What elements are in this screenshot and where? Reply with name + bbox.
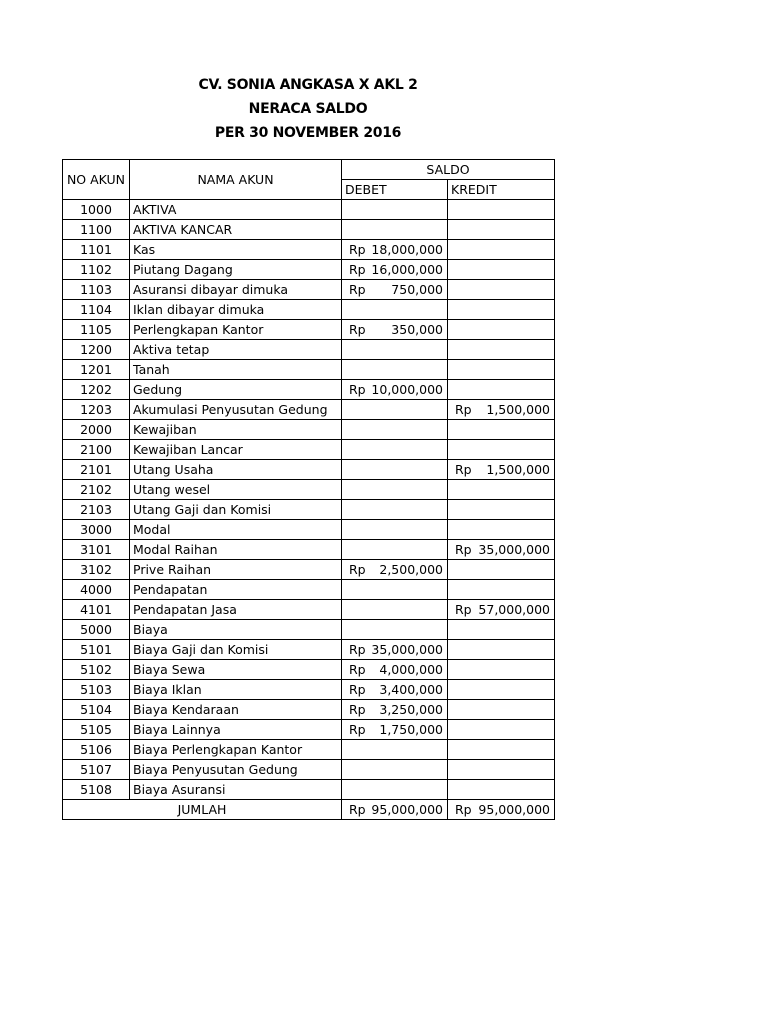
account-number: 3102: [63, 560, 130, 580]
account-number: 5102: [63, 660, 130, 680]
debet-cell: [342, 500, 448, 520]
debet-cell: [342, 620, 448, 640]
account-number: 1000: [63, 200, 130, 220]
currency-label: Rp: [455, 802, 472, 817]
table-row: [63, 600, 555, 620]
account-number: 1102: [63, 260, 130, 280]
debet-cell: [342, 200, 448, 220]
kredit-cell: [448, 460, 555, 480]
account-name: Utang wesel: [130, 480, 342, 500]
debet-cell: [342, 660, 448, 680]
account-number: 3101: [63, 540, 130, 560]
currency-label: Rp: [349, 802, 366, 817]
account-name: Gedung: [130, 380, 342, 400]
kredit-cell: [448, 280, 555, 300]
account-number: 4101: [63, 600, 130, 620]
kredit-cell: [448, 480, 555, 500]
debet-cell: [342, 380, 448, 400]
header-saldo: SALDO: [342, 160, 555, 180]
account-name: Tanah: [130, 360, 342, 380]
currency-label: Rp: [349, 242, 366, 257]
table-row: [63, 360, 555, 380]
kredit-amount: 57,000,000: [478, 602, 550, 617]
table-row: [63, 400, 555, 420]
table-row: [63, 300, 555, 320]
account-name: Asuransi dibayar dimuka: [130, 280, 342, 300]
kredit-cell: [448, 660, 555, 680]
debet-cell: [342, 520, 448, 540]
table-row: [63, 280, 555, 300]
account-number: 1105: [63, 320, 130, 340]
account-number: 1203: [63, 400, 130, 420]
account-number: 1201: [63, 360, 130, 380]
currency-label: Rp: [349, 662, 366, 677]
currency-label: Rp: [349, 322, 366, 337]
total-debet-amount: 95,000,000: [371, 802, 443, 817]
currency-label: Rp: [455, 402, 472, 417]
account-name: AKTIVA: [130, 200, 342, 220]
report-date: PER 30 NOVEMBER 2016: [214, 125, 402, 141]
account-number: 5101: [63, 640, 130, 660]
kredit-amount: 35,000,000: [478, 542, 550, 557]
account-name: Biaya Perlengkapan Kantor: [130, 740, 342, 760]
table-row: [63, 420, 555, 440]
account-name: Kas: [130, 240, 342, 260]
currency-label: Rp: [455, 462, 472, 477]
debet-amount: 10,000,000: [371, 382, 443, 397]
currency-label: Rp: [455, 602, 472, 617]
table-row: [63, 380, 555, 400]
kredit-cell: [448, 320, 555, 340]
kredit-cell: [448, 500, 555, 520]
debet-cell: [342, 600, 448, 620]
account-number: 4000: [63, 580, 130, 600]
account-number: 5000: [63, 620, 130, 640]
account-number: 5107: [63, 760, 130, 780]
debet-cell: [342, 480, 448, 500]
kredit-cell: [448, 220, 555, 240]
table-row: [63, 680, 555, 700]
account-number: 2102: [63, 480, 130, 500]
debet-amount: 3,400,000: [379, 682, 443, 697]
debet-cell: [342, 720, 448, 740]
account-number: 5103: [63, 680, 130, 700]
account-name: Biaya Asuransi: [130, 780, 342, 800]
account-name: AKTIVA KANCAR: [130, 220, 342, 240]
debet-cell: [342, 760, 448, 780]
table-row: [63, 340, 555, 360]
table-row: [63, 780, 555, 800]
table-row: [63, 220, 555, 240]
account-number: 2100: [63, 440, 130, 460]
account-number: 2103: [63, 500, 130, 520]
total-row: [63, 800, 555, 820]
table-row: [63, 720, 555, 740]
debet-cell: [342, 740, 448, 760]
account-number: 1202: [63, 380, 130, 400]
total-label: JUMLAH: [63, 800, 342, 820]
account-name: Perlengkapan Kantor: [130, 320, 342, 340]
currency-label: Rp: [349, 722, 366, 737]
kredit-cell: [448, 640, 555, 660]
table-row: [63, 500, 555, 520]
table-row: [63, 320, 555, 340]
table-row: [63, 700, 555, 720]
kredit-amount: 1,500,000: [486, 402, 550, 417]
account-number: 1104: [63, 300, 130, 320]
debet-amount: 3,250,000: [379, 702, 443, 717]
account-name: Biaya Lainnya: [130, 720, 342, 740]
debet-amount: 750,000: [391, 282, 443, 297]
kredit-cell: [448, 560, 555, 580]
debet-cell: [342, 260, 448, 280]
account-name: Biaya Gaji dan Komisi: [130, 640, 342, 660]
debet-cell: [342, 240, 448, 260]
account-name: Aktiva tetap: [130, 340, 342, 360]
kredit-cell: [448, 440, 555, 460]
table-row: [63, 260, 555, 280]
account-name: Piutang Dagang: [130, 260, 342, 280]
table-row: [63, 460, 555, 480]
total-debet: [342, 800, 448, 820]
kredit-cell: [448, 380, 555, 400]
kredit-cell: [448, 720, 555, 740]
kredit-cell: [448, 700, 555, 720]
debet-cell: [342, 460, 448, 480]
account-number: 5108: [63, 780, 130, 800]
debet-amount: 2,500,000: [379, 562, 443, 577]
kredit-cell: [448, 580, 555, 600]
debet-cell: [342, 440, 448, 460]
account-number: 1103: [63, 280, 130, 300]
account-number: 1101: [63, 240, 130, 260]
kredit-amount: 1,500,000: [486, 462, 550, 477]
table-row: [63, 200, 555, 220]
kredit-cell: [448, 620, 555, 640]
currency-label: Rp: [349, 702, 366, 717]
kredit-cell: [448, 340, 555, 360]
report-title: NERACA SALDO: [248, 101, 368, 117]
debet-cell: [342, 780, 448, 800]
account-name: Utang Usaha: [130, 460, 342, 480]
debet-amount: 1,750,000: [379, 722, 443, 737]
account-name: Iklan dibayar dimuka: [130, 300, 342, 320]
debet-amount: 4,000,000: [379, 662, 443, 677]
kredit-cell: [448, 760, 555, 780]
account-number: 5106: [63, 740, 130, 760]
debet-amount: 350,000: [391, 322, 443, 337]
currency-label: Rp: [349, 642, 366, 657]
account-number: 1100: [63, 220, 130, 240]
currency-label: Rp: [349, 282, 366, 297]
currency-label: Rp: [349, 562, 366, 577]
table-row: [63, 740, 555, 760]
debet-amount: 35,000,000: [371, 642, 443, 657]
debet-cell: [342, 420, 448, 440]
debet-cell: [342, 300, 448, 320]
debet-cell: [342, 360, 448, 380]
total-kredit: [448, 800, 555, 820]
debet-cell: [342, 540, 448, 560]
kredit-cell: [448, 200, 555, 220]
table-row: [63, 640, 555, 660]
account-name: Biaya: [130, 620, 342, 640]
debet-cell: [342, 680, 448, 700]
kredit-cell: [448, 420, 555, 440]
debet-cell: [342, 700, 448, 720]
debet-cell: [342, 400, 448, 420]
header-account-number: NO AKUN: [63, 160, 130, 200]
table-row: [63, 540, 555, 560]
header-kredit: KREDIT: [448, 180, 555, 200]
table-row: [63, 660, 555, 680]
currency-label: Rp: [455, 542, 472, 557]
kredit-cell: [448, 680, 555, 700]
table-row: [63, 240, 555, 260]
debet-amount: 16,000,000: [371, 262, 443, 277]
total-kredit-amount: 95,000,000: [478, 802, 550, 817]
debet-cell: [342, 640, 448, 660]
debet-cell: [342, 560, 448, 580]
kredit-cell: [448, 400, 555, 420]
account-name: Akumulasi Penyusutan Gedung: [130, 400, 342, 420]
kredit-cell: [448, 600, 555, 620]
kredit-cell: [448, 740, 555, 760]
company-title: CV. SONIA ANGKASA X AKL 2: [198, 77, 418, 93]
debet-cell: [342, 320, 448, 340]
debet-cell: [342, 580, 448, 600]
kredit-cell: [448, 240, 555, 260]
account-name: Biaya Sewa: [130, 660, 342, 680]
account-name: Modal: [130, 520, 342, 540]
currency-label: Rp: [349, 682, 366, 697]
account-name: Pendapatan: [130, 580, 342, 600]
table-row: [63, 440, 555, 460]
account-name: Prive Raihan: [130, 560, 342, 580]
table-row: [63, 480, 555, 500]
account-name: Biaya Iklan: [130, 680, 342, 700]
kredit-cell: [448, 540, 555, 560]
account-number: 5104: [63, 700, 130, 720]
header-account-name: NAMA AKUN: [130, 160, 342, 200]
debet-cell: [342, 340, 448, 360]
kredit-cell: [448, 360, 555, 380]
account-name: Utang Gaji dan Komisi: [130, 500, 342, 520]
kredit-cell: [448, 300, 555, 320]
account-number: 2000: [63, 420, 130, 440]
account-name: Pendapatan Jasa: [130, 600, 342, 620]
table-row: [63, 620, 555, 640]
kredit-cell: [448, 260, 555, 280]
document-header: [62, 73, 554, 145]
table-row: [63, 760, 555, 780]
debet-cell: [342, 220, 448, 240]
account-name: Biaya Kendaraan: [130, 700, 342, 720]
debet-amount: 18,000,000: [371, 242, 443, 257]
table-row: [63, 580, 555, 600]
debet-cell: [342, 280, 448, 300]
table-row: [63, 560, 555, 580]
kredit-cell: [448, 780, 555, 800]
account-name: Kewajiban: [130, 420, 342, 440]
currency-label: Rp: [349, 262, 366, 277]
trial-balance-table: [62, 159, 555, 820]
account-name: Biaya Penyusutan Gedung: [130, 760, 342, 780]
table-row: [63, 520, 555, 540]
account-number: 3000: [63, 520, 130, 540]
header-debet: DEBET: [342, 180, 448, 200]
kredit-cell: [448, 520, 555, 540]
currency-label: Rp: [349, 382, 366, 397]
account-number: 5105: [63, 720, 130, 740]
account-name: Kewajiban Lancar: [130, 440, 342, 460]
account-number: 1200: [63, 340, 130, 360]
account-number: 2101: [63, 460, 130, 480]
account-name: Modal Raihan: [130, 540, 342, 560]
